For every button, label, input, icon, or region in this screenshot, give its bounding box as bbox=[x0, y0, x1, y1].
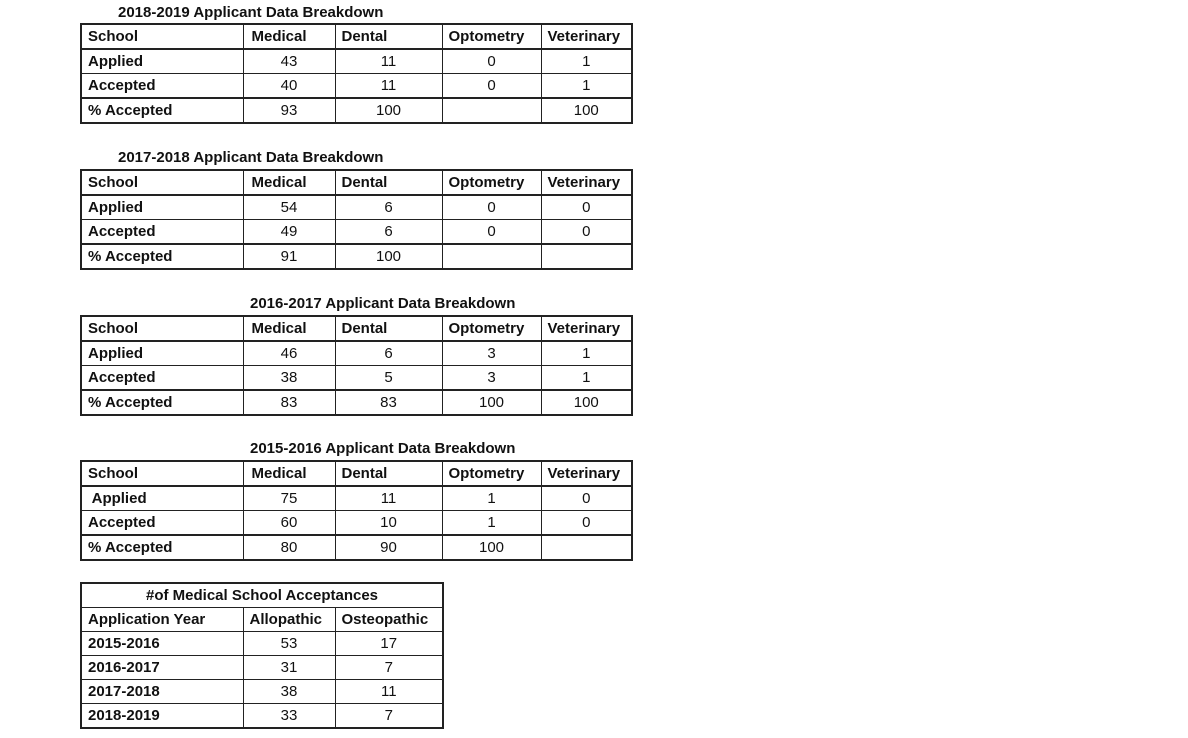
row-label: Accepted bbox=[81, 511, 243, 536]
header-cell: Allopathic bbox=[243, 608, 335, 632]
row-label: Accepted bbox=[81, 220, 243, 245]
breakdown-table-2018-2019 bbox=[80, 23, 633, 124]
table-title-2016-2017: 2016-2017 Applicant Data Breakdown bbox=[250, 295, 516, 312]
table-row bbox=[81, 366, 632, 391]
row-label: Applied bbox=[81, 341, 243, 366]
breakdown-table-2015-2016 bbox=[80, 460, 633, 561]
table-cell: 53 bbox=[243, 632, 335, 656]
table-cell: 60 bbox=[243, 511, 335, 536]
table-header-row bbox=[81, 316, 632, 341]
table-cell: 1 bbox=[541, 341, 632, 366]
header-cell: Optometry bbox=[442, 316, 541, 341]
table-cell: 1 bbox=[442, 486, 541, 511]
header-cell: Application Year bbox=[81, 608, 243, 632]
header-cell: School bbox=[81, 461, 243, 486]
table-cell: 33 bbox=[243, 704, 335, 729]
table-cell: 40 bbox=[243, 74, 335, 99]
row-label: Accepted bbox=[81, 366, 243, 391]
header-cell: Medical bbox=[243, 461, 335, 486]
acceptances-title: #of Medical School Acceptances bbox=[81, 583, 443, 608]
table-cell: 17 bbox=[335, 632, 443, 656]
table-title-2017-2018: 2017-2018 Applicant Data Breakdown bbox=[118, 149, 384, 166]
table-cell: 0 bbox=[541, 511, 632, 536]
table-cell: 10 bbox=[335, 511, 442, 536]
header-cell: Veterinary bbox=[541, 316, 632, 341]
header-cell: Veterinary bbox=[541, 461, 632, 486]
breakdown-table-2017-2018 bbox=[80, 169, 633, 270]
table-cell: 46 bbox=[243, 341, 335, 366]
table-row bbox=[81, 244, 632, 269]
table-row bbox=[81, 220, 632, 245]
header-cell: School bbox=[81, 170, 243, 195]
table-row bbox=[81, 535, 632, 560]
table-cell: 3 bbox=[442, 366, 541, 391]
row-label: Applied bbox=[81, 195, 243, 220]
table-row bbox=[81, 341, 632, 366]
table-cell: 54 bbox=[243, 195, 335, 220]
header-cell: Dental bbox=[335, 170, 442, 195]
table-cell: 100 bbox=[442, 535, 541, 560]
table-cell: 0 bbox=[541, 220, 632, 245]
table-cell: 100 bbox=[541, 98, 632, 123]
table-cell: 6 bbox=[335, 195, 442, 220]
row-label: 2017-2018 bbox=[81, 680, 243, 704]
table-cell: 5 bbox=[335, 366, 442, 391]
table-row bbox=[81, 680, 443, 704]
header-cell: Veterinary bbox=[541, 170, 632, 195]
breakdown-table-2016-2017 bbox=[80, 315, 633, 416]
table-cell: 11 bbox=[335, 486, 442, 511]
row-label: % Accepted bbox=[81, 535, 243, 560]
table-cell: 90 bbox=[335, 535, 442, 560]
table-cell: 6 bbox=[335, 220, 442, 245]
table-cell bbox=[541, 535, 632, 560]
table-row bbox=[81, 704, 443, 729]
table-cell: 100 bbox=[442, 390, 541, 415]
header-cell: Veterinary bbox=[541, 24, 632, 49]
row-label: 2016-2017 bbox=[81, 656, 243, 680]
table-cell: 31 bbox=[243, 656, 335, 680]
table-cell: 93 bbox=[243, 98, 335, 123]
table-cell: 75 bbox=[243, 486, 335, 511]
table-cell: 83 bbox=[335, 390, 442, 415]
header-cell: Medical bbox=[243, 316, 335, 341]
table-cell bbox=[541, 244, 632, 269]
table-cell: 38 bbox=[243, 680, 335, 704]
table-row bbox=[81, 511, 632, 536]
table-cell: 83 bbox=[243, 390, 335, 415]
table-cell: 0 bbox=[442, 220, 541, 245]
table-cell: 100 bbox=[335, 244, 442, 269]
table-cell: 1 bbox=[541, 366, 632, 391]
table-cell bbox=[442, 98, 541, 123]
row-label: % Accepted bbox=[81, 390, 243, 415]
table-cell: 7 bbox=[335, 704, 443, 729]
acceptances-table bbox=[80, 582, 444, 729]
table-cell: 0 bbox=[442, 49, 541, 74]
row-label: Applied bbox=[81, 49, 243, 74]
table-row bbox=[81, 74, 632, 99]
row-label: 2015-2016 bbox=[81, 632, 243, 656]
header-cell: Dental bbox=[335, 24, 442, 49]
header-cell: Medical bbox=[243, 24, 335, 49]
table-header-row bbox=[81, 170, 632, 195]
table-cell: 11 bbox=[335, 74, 442, 99]
header-cell: Medical bbox=[243, 170, 335, 195]
table-cell: 91 bbox=[243, 244, 335, 269]
header-cell: School bbox=[81, 24, 243, 49]
header-cell: Osteopathic bbox=[335, 608, 443, 632]
table-cell: 100 bbox=[335, 98, 442, 123]
table-cell: 0 bbox=[541, 195, 632, 220]
table-cell: 6 bbox=[335, 341, 442, 366]
header-cell: School bbox=[81, 316, 243, 341]
table-row bbox=[81, 632, 443, 656]
table-row bbox=[81, 49, 632, 74]
table-row bbox=[81, 98, 632, 123]
row-label: Applied bbox=[81, 486, 243, 511]
table-cell bbox=[442, 244, 541, 269]
header-cell: Optometry bbox=[442, 24, 541, 49]
header-cell: Optometry bbox=[442, 170, 541, 195]
header-cell: Dental bbox=[335, 316, 442, 341]
table-header-row bbox=[81, 24, 632, 49]
table-cell: 1 bbox=[541, 74, 632, 99]
row-label: % Accepted bbox=[81, 98, 243, 123]
table-cell: 1 bbox=[541, 49, 632, 74]
table-title-2018-2019: 2018-2019 Applicant Data Breakdown bbox=[118, 4, 384, 21]
table-title-2015-2016: 2015-2016 Applicant Data Breakdown bbox=[250, 440, 516, 457]
row-label: Accepted bbox=[81, 74, 243, 99]
table-cell: 7 bbox=[335, 656, 443, 680]
table-cell: 0 bbox=[442, 74, 541, 99]
row-label: % Accepted bbox=[81, 244, 243, 269]
table-cell: 0 bbox=[442, 195, 541, 220]
table-row bbox=[81, 390, 632, 415]
header-cell: Optometry bbox=[442, 461, 541, 486]
table-row bbox=[81, 656, 443, 680]
table-cell: 11 bbox=[335, 680, 443, 704]
table-cell: 3 bbox=[442, 341, 541, 366]
table-cell: 49 bbox=[243, 220, 335, 245]
table-cell: 38 bbox=[243, 366, 335, 391]
table-row bbox=[81, 486, 632, 511]
table-header-row bbox=[81, 461, 632, 486]
table-caption-row bbox=[81, 583, 443, 608]
table-cell: 11 bbox=[335, 49, 442, 74]
table-cell: 0 bbox=[541, 486, 632, 511]
table-header-row bbox=[81, 608, 443, 632]
table-cell: 43 bbox=[243, 49, 335, 74]
row-label: 2018-2019 bbox=[81, 704, 243, 729]
table-cell: 100 bbox=[541, 390, 632, 415]
table-cell: 80 bbox=[243, 535, 335, 560]
header-cell: Dental bbox=[335, 461, 442, 486]
table-row bbox=[81, 195, 632, 220]
table-cell: 1 bbox=[442, 511, 541, 536]
